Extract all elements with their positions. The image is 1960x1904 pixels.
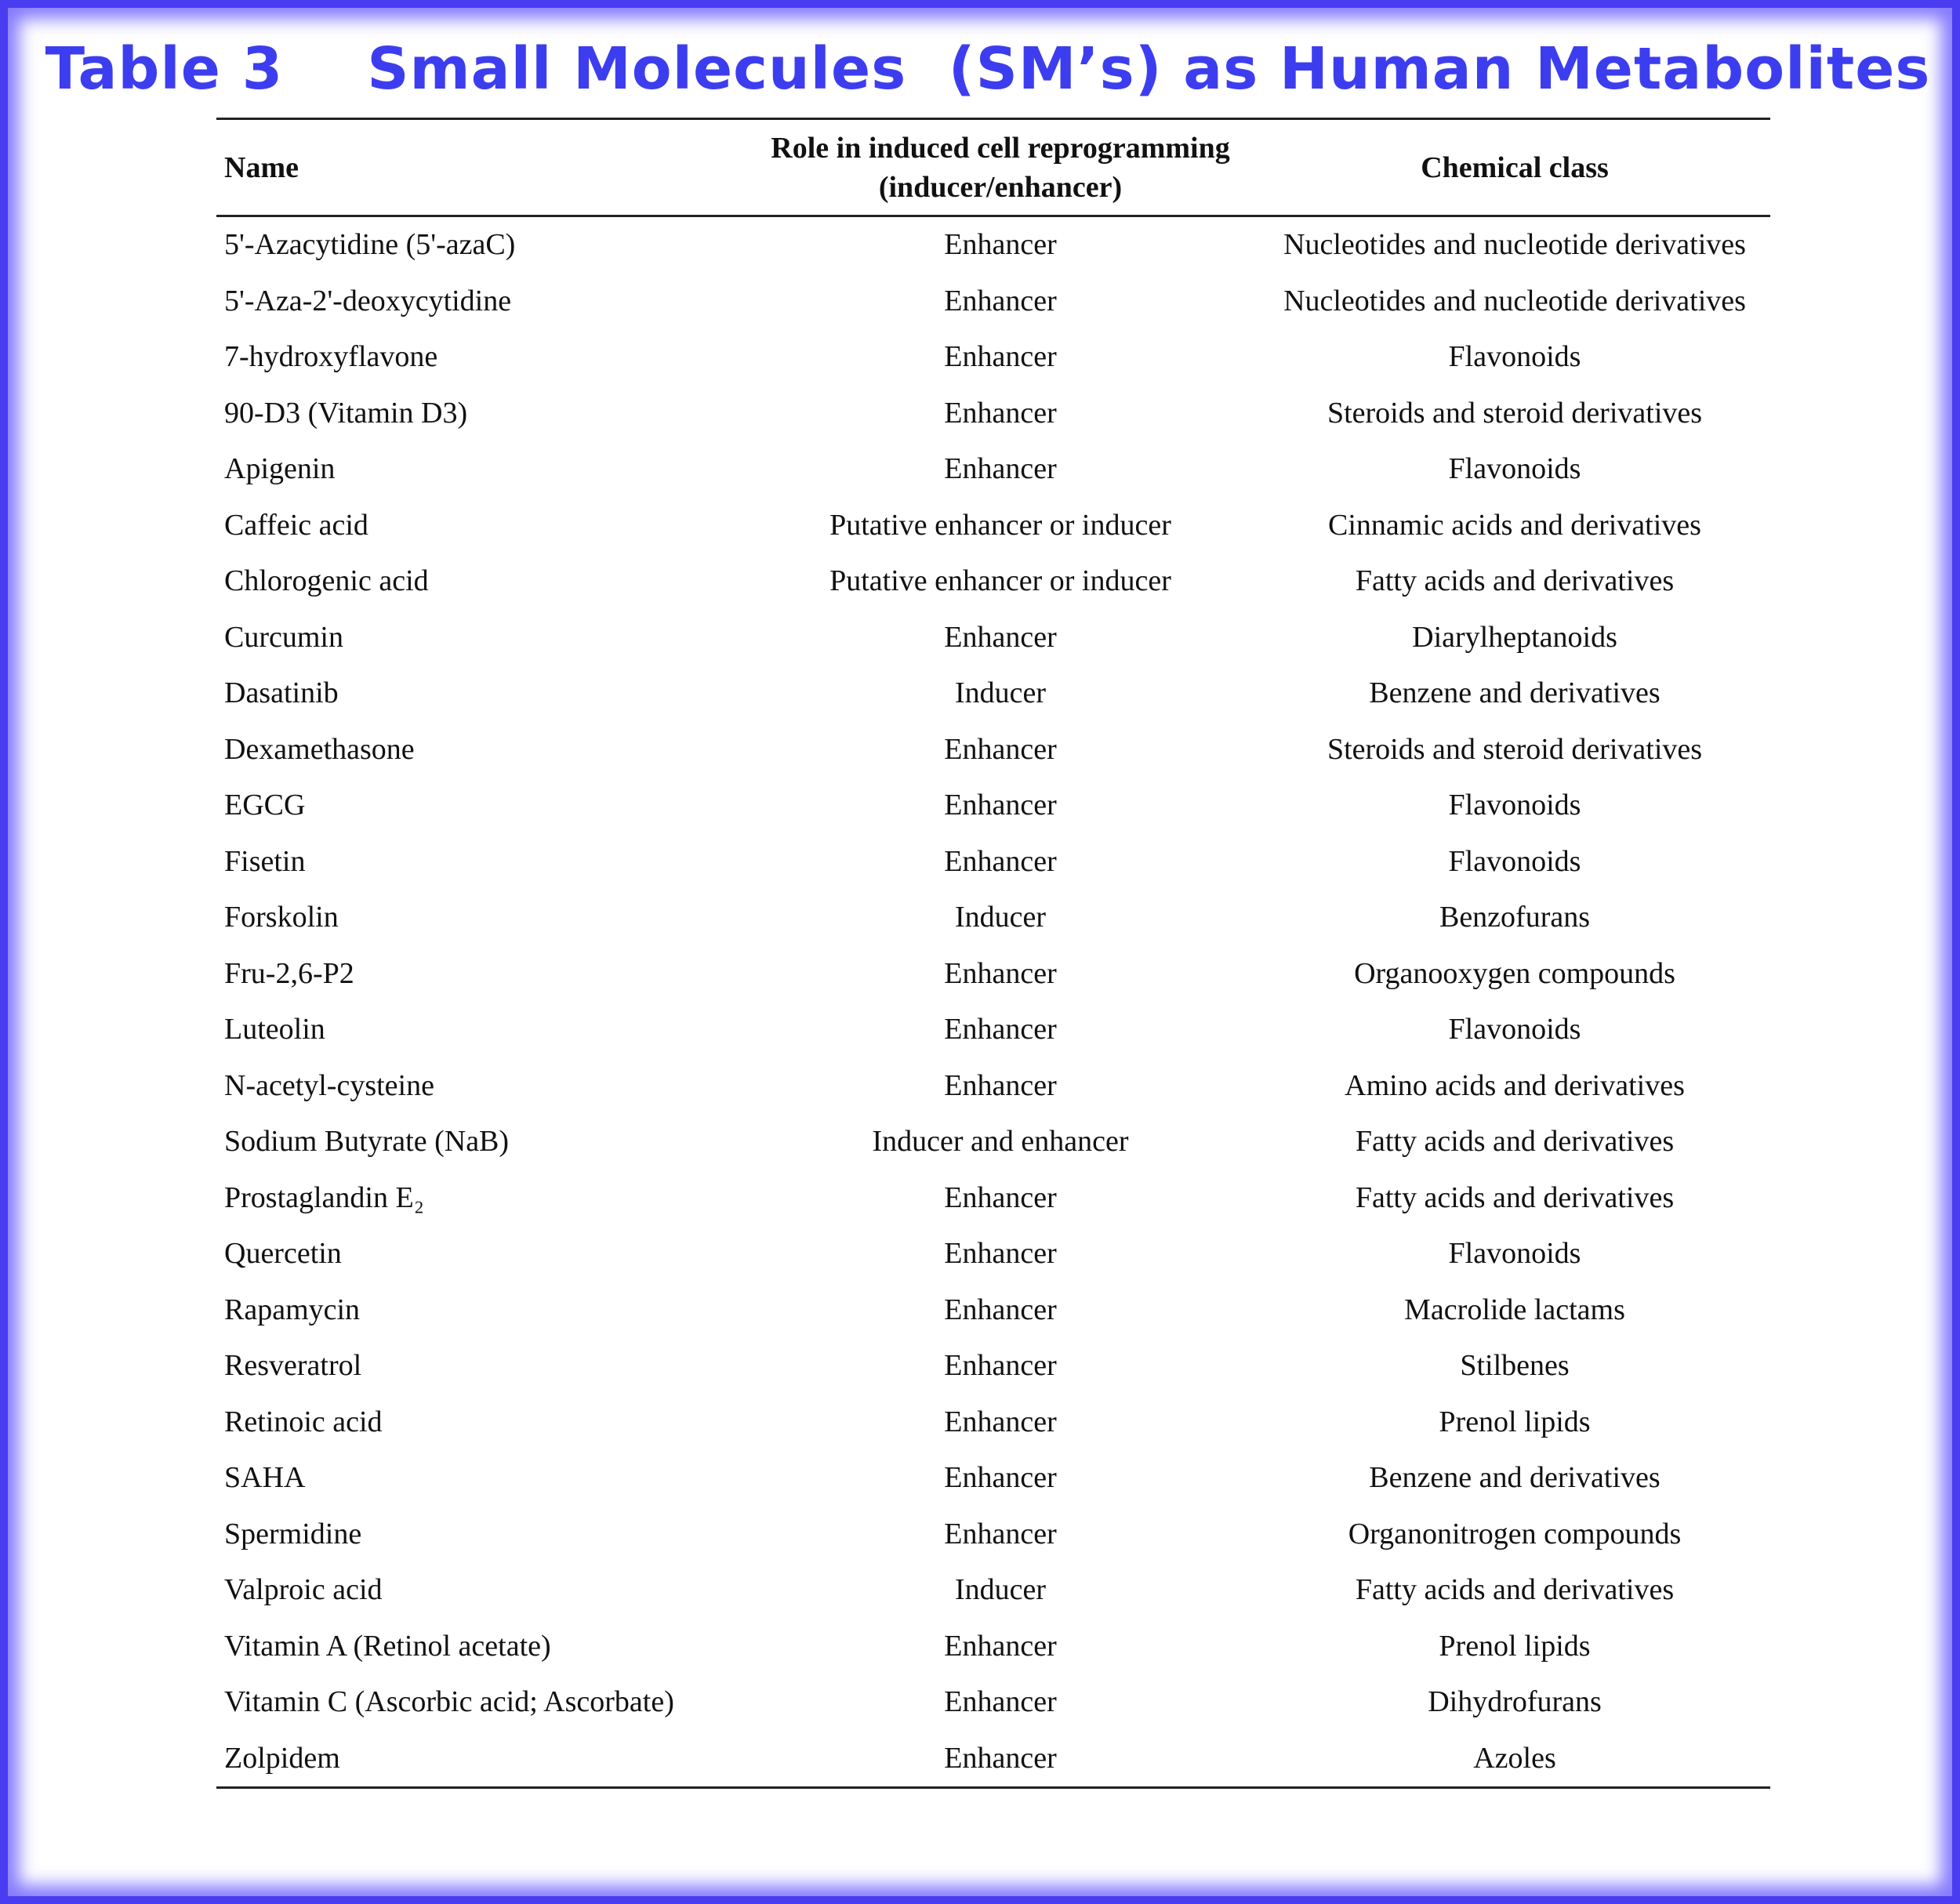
cell-chemical-class: Dihydrofurans <box>1428 1685 1602 1718</box>
table-row <box>216 1338 1770 1394</box>
cell-name: Fisetin <box>224 844 306 878</box>
table-row <box>216 890 1770 946</box>
cell-role: Enhancer <box>944 1349 1057 1382</box>
cell-chemical-class: Fatty acids and derivatives <box>1355 564 1675 597</box>
header-name: Name <box>224 151 299 184</box>
cell-name: 90-D3 (Vitamin D3) <box>224 396 468 430</box>
cell-chemical-class: Steroids and steroid derivatives <box>1327 732 1703 766</box>
cell-chemical-class: Fatty acids and derivatives <box>1355 1573 1675 1606</box>
cell-role: Enhancer <box>944 1517 1057 1550</box>
cell-name: Luteolin <box>224 1013 325 1046</box>
cell-role: Enhancer <box>944 1013 1057 1046</box>
cell-role: Enhancer <box>944 452 1057 485</box>
table-row <box>216 441 1770 498</box>
cell-name: Forskolin <box>224 901 339 934</box>
table-row <box>216 1114 1770 1170</box>
table-row <box>216 610 1770 666</box>
cell-role: Enhancer <box>944 396 1057 430</box>
cell-chemical-class: Diarylheptanoids <box>1412 620 1617 654</box>
cell-chemical-class: Nucleotides and nucleotide derivatives <box>1283 284 1746 317</box>
table-row <box>216 722 1770 778</box>
cell-name: Rapamycin <box>224 1293 361 1326</box>
cell-name: Sodium Butyrate (NaB) <box>224 1125 510 1158</box>
cell-role: Putative enhancer or inducer <box>829 564 1171 597</box>
cell-role: Enhancer <box>944 789 1057 821</box>
cell-role: Enhancer <box>944 1237 1057 1270</box>
cell-role: Inducer <box>954 676 1047 709</box>
header-role-line2: (inducer/enhancer) <box>878 170 1123 204</box>
cell-name: Vitamin A (Retinol acetate) <box>224 1629 551 1663</box>
header-role-line1: Role in induced cell reprogramming <box>771 131 1230 165</box>
table-row <box>216 1226 1770 1282</box>
cell-name: Zolpidem <box>224 1741 340 1775</box>
cell-name: 5'-Azacytidine (5'-azaC) <box>224 228 516 261</box>
cell-role: Enhancer <box>944 284 1057 317</box>
cell-chemical-class: Organonitrogen compounds <box>1348 1517 1682 1550</box>
cell-chemical-class: Benzene and derivatives <box>1369 1461 1661 1494</box>
table-row <box>216 216 1770 274</box>
cell-name: Curcumin <box>224 620 343 654</box>
cell-chemical-class: Benzene and derivatives <box>1369 676 1661 709</box>
cell-role: Enhancer <box>944 228 1057 261</box>
table-row <box>216 1674 1770 1731</box>
cell-chemical-class: Macrolide lactams <box>1404 1293 1625 1326</box>
cell-chemical-class: Flavonoids <box>1448 844 1581 878</box>
cell-role: Inducer <box>954 1573 1047 1606</box>
table-row <box>216 1731 1770 1788</box>
cell-name: Prostaglandin E₂ <box>224 1180 424 1214</box>
cell-chemical-class: Cinnamic acids and derivatives <box>1328 508 1701 542</box>
cell-role: Enhancer <box>944 340 1057 373</box>
cell-chemical-class: Nucleotides and nucleotide derivatives <box>1283 228 1746 261</box>
cell-role: Enhancer <box>944 844 1057 878</box>
cell-chemical-class: Organooxygen compounds <box>1354 956 1675 990</box>
header-role <box>742 119 1259 216</box>
cell-name: Chlorogenic acid <box>224 564 429 597</box>
table-row <box>216 1619 1770 1675</box>
cell-role: Enhancer <box>944 1685 1057 1718</box>
table-row <box>216 1562 1770 1619</box>
cell-chemical-class: Amino acids and derivatives <box>1345 1068 1685 1102</box>
cell-name: Dexamethasone <box>224 732 415 766</box>
cell-name: Spermidine <box>224 1517 362 1550</box>
table-row <box>216 498 1770 554</box>
cell-chemical-class: Flavonoids <box>1448 1237 1581 1270</box>
cell-name: SAHA <box>224 1461 306 1494</box>
cell-chemical-class: Flavonoids <box>1448 1013 1581 1046</box>
cell-name: Resveratrol <box>224 1349 362 1382</box>
cell-role: Enhancer <box>944 1405 1057 1438</box>
cell-role: Putative enhancer or inducer <box>829 508 1171 542</box>
metabolites-table-container <box>216 118 1762 1789</box>
cell-name: N-acetyl-cysteine <box>224 1068 434 1102</box>
cell-chemical-class: Benzofurans <box>1439 901 1591 934</box>
cell-chemical-class: Flavonoids <box>1448 452 1581 485</box>
cell-name: Apigenin <box>224 452 336 485</box>
cell-name: Vitamin C (Ascorbic acid; Ascorbate) <box>224 1685 674 1718</box>
table-row <box>216 778 1770 834</box>
metabolites-table <box>216 118 1770 1789</box>
cell-name: Fru-2,6-P2 <box>224 956 354 990</box>
cell-role: Enhancer <box>944 1629 1057 1663</box>
table-row <box>216 1450 1770 1507</box>
table-row <box>216 1170 1770 1227</box>
cell-chemical-class: Prenol lipids <box>1439 1405 1591 1438</box>
table-body <box>216 216 1770 1788</box>
header-chemical-class: Chemical class <box>1421 151 1609 184</box>
cell-role: Enhancer <box>944 1180 1057 1214</box>
cell-chemical-class: Prenol lipids <box>1439 1629 1591 1663</box>
cell-chemical-class: Flavonoids <box>1448 340 1581 373</box>
cell-role: Enhancer <box>944 620 1057 654</box>
cell-chemical-class: Steroids and steroid derivatives <box>1327 396 1703 430</box>
cell-chemical-class: Azoles <box>1473 1741 1556 1775</box>
cell-name: Dasatinib <box>224 676 339 709</box>
table-row <box>216 946 1770 1003</box>
cell-role: Enhancer <box>944 732 1057 766</box>
page-title: Table 3 Small Molecules (SM’s) as Human Metabolites <box>45 35 1931 103</box>
cell-role: Inducer <box>954 901 1047 934</box>
cell-chemical-class: Fatty acids and derivatives <box>1355 1180 1675 1214</box>
cell-name: Valproic acid <box>224 1573 383 1606</box>
cell-chemical-class: Stilbenes <box>1460 1349 1570 1382</box>
header-row <box>216 119 1770 216</box>
table-row <box>216 1507 1770 1563</box>
table-row <box>216 1002 1770 1058</box>
table-row <box>216 329 1770 386</box>
table-header <box>216 119 1770 216</box>
cell-chemical-class: Fatty acids and derivatives <box>1355 1125 1675 1158</box>
cell-role: Enhancer <box>944 1293 1057 1326</box>
cell-role: Inducer and enhancer <box>872 1125 1129 1158</box>
cell-name: EGCG <box>224 789 306 821</box>
cell-role: Enhancer <box>944 1741 1057 1775</box>
table-row <box>216 1282 1770 1339</box>
cell-name: Quercetin <box>224 1237 342 1270</box>
cell-name: 5'-Aza-2'-deoxycytidine <box>224 284 512 317</box>
cell-name: Retinoic acid <box>224 1405 383 1438</box>
table-row <box>216 386 1770 442</box>
cell-name: Caffeic acid <box>224 508 368 542</box>
table-row <box>216 1394 1770 1451</box>
table-row <box>216 834 1770 890</box>
cell-role: Enhancer <box>944 1461 1057 1494</box>
table-row <box>216 553 1770 610</box>
cell-name: 7-hydroxyflavone <box>224 340 438 373</box>
cell-chemical-class: Flavonoids <box>1448 789 1581 821</box>
cell-role: Enhancer <box>944 956 1057 990</box>
cell-role: Enhancer <box>944 1068 1057 1102</box>
table-row <box>216 274 1770 330</box>
table-row <box>216 665 1770 722</box>
table-row <box>216 1058 1770 1115</box>
